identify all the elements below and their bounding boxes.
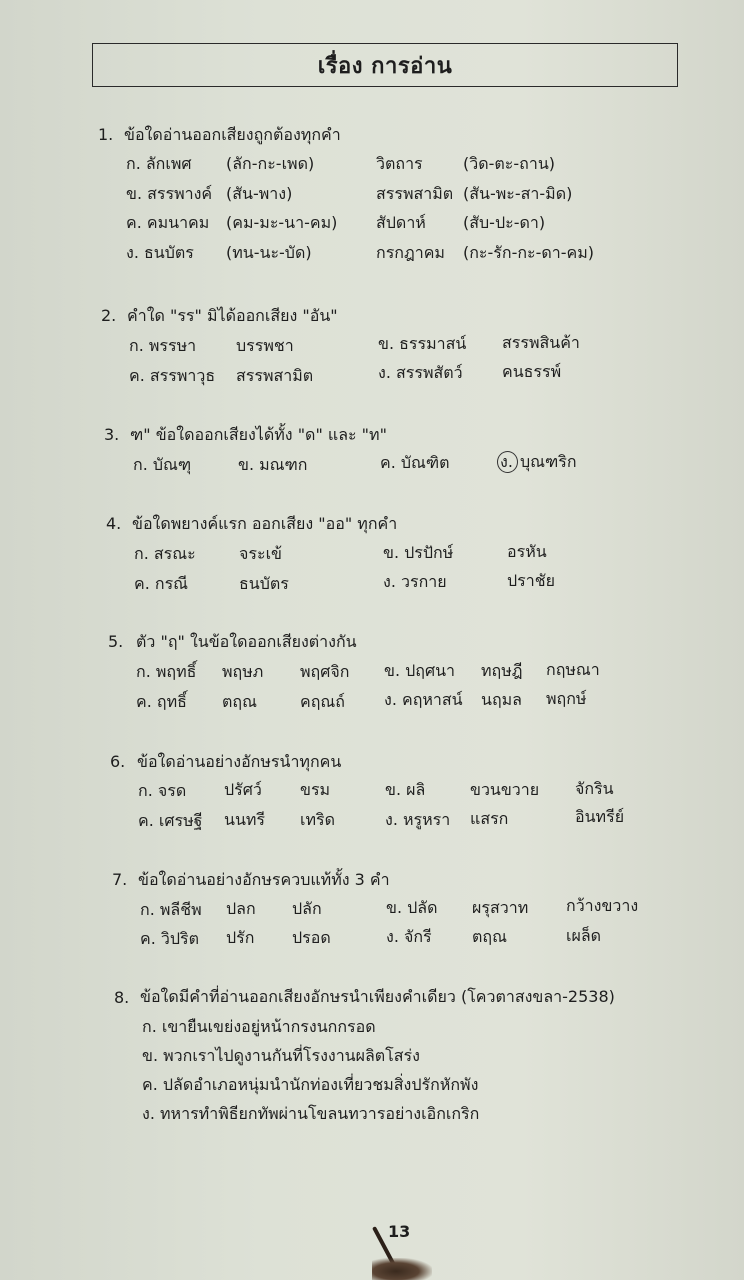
choice-word: ข. ธรรมาสน์ bbox=[378, 334, 467, 353]
choice-word: ทฤษฎี bbox=[481, 661, 523, 680]
choice-sentence: ง. ทหารทำพิธียกทัพผ่านโขลนทวารอย่างเอิกเกริก bbox=[142, 1104, 480, 1123]
choice-word: กฤษณา bbox=[546, 660, 600, 679]
choice-word: ปลัก bbox=[292, 899, 322, 918]
choice-word: พฤกษ์ bbox=[546, 689, 587, 708]
choice-sentence: ก. เขายืนเขย่งอยู่หน้ากรงนกกรอด bbox=[142, 1017, 376, 1036]
choice-word: ง. คฤหาสน์ bbox=[384, 690, 463, 709]
choice-word: กว้างขวาง bbox=[566, 896, 639, 915]
choice-word: อรหัน bbox=[507, 542, 547, 561]
choice-word: ง. จักรี bbox=[386, 927, 432, 946]
choice-word: สรรพสินค้า bbox=[502, 333, 580, 352]
choice-word: ขวนขวาย bbox=[470, 780, 540, 799]
choice-word: พฤษภ bbox=[222, 662, 264, 681]
question-text: ข้อใดอ่านอย่างอักษรนำทุกคน bbox=[137, 752, 342, 771]
choice-word: ค. บัณฑิต bbox=[380, 453, 450, 472]
choice-label: ง. bbox=[500, 452, 513, 471]
choice-word: ง. ธนบัตร bbox=[126, 243, 194, 262]
choice-word: เทริด bbox=[300, 810, 335, 829]
choice-word: ก. พรรษา bbox=[129, 336, 197, 355]
choice-reading: (สับ-ปะ-ดา) bbox=[463, 213, 546, 232]
page-number: 13 bbox=[388, 1222, 411, 1241]
choice-reading: (วิด-ตะ-ถาน) bbox=[463, 154, 555, 173]
choice-sentence: ข. พวกเราไปดูงานกันที่โรงงานผลิตโสร่ง bbox=[142, 1046, 420, 1065]
question-number: 6. bbox=[110, 752, 126, 771]
choice-word: ธนบัตร bbox=[239, 574, 289, 593]
choice-word: ก. พฤทธิ์ bbox=[136, 662, 197, 681]
question-text: ข้อใดมีคำที่อ่านออกเสียงอักษรนำเพียงคำเดียว (โควตาสงขลา-2538) bbox=[140, 987, 615, 1006]
choice-word: สัปดาห์ bbox=[376, 213, 426, 232]
choice-word: จักริน bbox=[575, 779, 614, 798]
question-number: 2. bbox=[101, 306, 117, 325]
question-number: 8. bbox=[114, 988, 130, 1007]
choice-word: พฤศจิก bbox=[300, 662, 350, 681]
choice-word: ข. ปลัด bbox=[386, 898, 438, 917]
question-text: คำใด "รร" มิได้ออกเสียง "อัน" bbox=[127, 306, 338, 325]
question-number: 5. bbox=[108, 632, 124, 651]
choice-word: ผรุสวาท bbox=[472, 898, 529, 917]
choice-word: แสรก bbox=[470, 809, 509, 828]
choice-word: ค. สรรพาวุธ bbox=[129, 366, 216, 385]
question-text: ตัว "ฤ" ในข้อใดออกเสียงต่างกัน bbox=[136, 632, 357, 651]
choice-word: ข. ปฤศนา bbox=[384, 661, 456, 680]
choice-word: ข. มณฑก bbox=[238, 455, 308, 474]
choice-word: ก. จรด bbox=[138, 781, 187, 800]
choice-word: ปลก bbox=[226, 899, 256, 918]
question-number: 7. bbox=[112, 870, 128, 889]
question-text: ข้อใดอ่านออกเสียงถูกต้องทุกคำ bbox=[124, 125, 341, 144]
choice-word: นนทรี bbox=[224, 810, 266, 829]
ink-stain bbox=[372, 1258, 432, 1280]
question-text: ข้อใดพยางค์แรก ออกเสียง "ออ" ทุกคำ bbox=[132, 514, 398, 533]
choice-word: สรรพสามิต bbox=[236, 366, 314, 385]
choice-word: ง. วรกาย bbox=[383, 572, 447, 591]
choice-word: บุณฑริก bbox=[520, 452, 577, 471]
choice-word: ค. เศรษฐี bbox=[138, 811, 203, 830]
choice-word: ค. วิปริต bbox=[140, 929, 199, 948]
choice-word: เผล็ด bbox=[566, 926, 602, 945]
question-number: 1. bbox=[98, 125, 114, 144]
choice-word: ค. ฤทธิ์ bbox=[136, 692, 187, 711]
choice-word: ง. หรูหรา bbox=[385, 810, 451, 829]
choice-word: ตฤณ bbox=[472, 927, 507, 946]
choice-reading: (คม-มะ-นา-คม) bbox=[226, 213, 338, 232]
choice-word: ก. สรณะ bbox=[134, 544, 196, 563]
page-title: เรื่อง การอ่าน bbox=[317, 53, 453, 79]
choice-reading: (สัน-พาง) bbox=[226, 184, 293, 203]
choice-word: บรรพชา bbox=[236, 336, 294, 355]
choice-word: ค. คมนาคม bbox=[126, 213, 210, 232]
choice-word: ปราชัย bbox=[507, 571, 555, 590]
choice-word: วิตถาร bbox=[376, 154, 423, 173]
choice-word: ค. กรณี bbox=[134, 574, 188, 593]
choice-reading: (สัน-พะ-สา-มิด) bbox=[463, 184, 573, 203]
choice-word: ปรอด bbox=[292, 928, 331, 947]
choice-word: คนธรรพ์ bbox=[502, 362, 562, 381]
choice-word: กรกฎาคม bbox=[376, 243, 445, 262]
choice-word: ง. สรรพสัตว์ bbox=[378, 363, 463, 382]
choice-word: ข. ปรปักษ์ bbox=[383, 543, 454, 562]
choice-word: จระเข้ bbox=[239, 544, 282, 563]
choice-word: ก. ลักเพศ bbox=[126, 154, 192, 173]
question-number: 3. bbox=[104, 425, 120, 444]
choice-word: ก. บัณฑุ bbox=[133, 455, 192, 474]
choice-word: ปรัศว์ bbox=[224, 780, 262, 799]
choice-word: คฤณถ์ bbox=[300, 692, 345, 711]
choice-reading: (ลัก-กะ-เพด) bbox=[226, 154, 315, 173]
choice-reading: (ทน-นะ-บัด) bbox=[226, 243, 312, 262]
choice-word: ข. สรรพางค์ bbox=[126, 184, 213, 203]
question-number: 4. bbox=[106, 514, 122, 533]
choice-word: ก. พลีชีพ bbox=[140, 900, 202, 919]
choice-word: ปรัก bbox=[226, 928, 255, 947]
choice-word: อินทรีย์ bbox=[575, 807, 625, 826]
question-text: ฑ" ข้อใดออกเสียงได้ทั้ง "ด" และ "ท" bbox=[130, 425, 387, 444]
choice-word: ข. ผลิ bbox=[385, 780, 426, 799]
choice-sentence: ค. ปลัดอำเภอหนุ่มนำนักท่องเที่ยวชมสิ่งปรักหักพัง bbox=[142, 1075, 479, 1094]
choice-word: นฤมล bbox=[481, 690, 522, 709]
title-box bbox=[92, 43, 678, 87]
choice-word: ขรม bbox=[300, 780, 331, 799]
question-text: ข้อใดอ่านอย่างอักษรควบแท้ทั้ง 3 คำ bbox=[138, 870, 390, 889]
choice-word: ตฤณ bbox=[222, 692, 257, 711]
choice-reading: (กะ-รัก-กะ-ดา-คม) bbox=[463, 243, 595, 262]
choice-word: สรรพสามิต bbox=[376, 184, 454, 203]
